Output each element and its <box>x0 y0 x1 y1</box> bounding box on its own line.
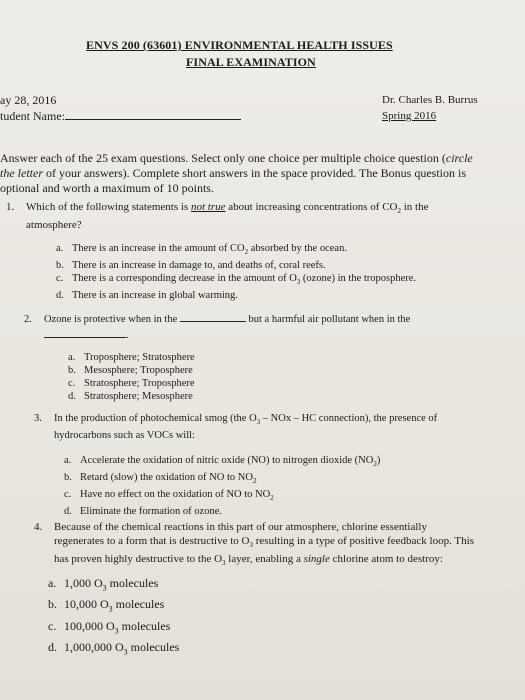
instructions: Answer each of the 25 exam questions. Select only one choice per multiple choice question (circle the letter of your answers). Complete short answers in the space provided. The Bonus question is optional and worth a maximum of 10 points. <box>0 151 473 195</box>
option-1b[interactable]: b. There is an increase in damage to, and deaths of, coral reefs. <box>56 260 326 272</box>
option-3d[interactable]: d. Eliminate the formation of ozone. <box>64 506 222 518</box>
instructor-name: Dr. Charles B. Burrus <box>382 94 478 106</box>
course-title: ENVS 200 (63601) ENVIRONMENTAL HEALTH ISSUES <box>86 38 393 52</box>
answer-blank-2b[interactable] <box>44 337 126 338</box>
option-4d[interactable]: d. 1,000,000 $O_3$ molecules <box>48 640 180 657</box>
option-4a[interactable]: a. 1,000 $O_3$ molecules <box>48 576 159 593</box>
student-name-blank[interactable] <box>65 119 241 120</box>
option-1d[interactable]: d. There is an increase in global warming. <box>56 290 238 302</box>
option-4c[interactable]: c. 100,000 $O_3$ molecules <box>48 618 171 636</box>
question-1-options <box>56 242 416 302</box>
student-name-label: tudent Name: <box>0 109 241 124</box>
option-2a[interactable]: a. Troposphere; Stratosphere <box>68 352 195 363</box>
option-1a[interactable]: a. There is an increase in the amount of $CO_2$ absorbed by the ocean. <box>56 243 347 257</box>
option-1c[interactable]: c. There is a corresponding decrease in the amount of $O_3$ (ozone) in the troposphere. <box>56 273 417 287</box>
question-3: 3. In the production of photochemical smog (the $O_3$ – NOx – HC connection), the presence of hydrocarbons such as VOCs will: <box>34 413 438 442</box>
option-3a[interactable]: a. Accelerate the oxidation of nitric oxide (NO) to nitrogen dioxide $(NO_2)$ <box>64 455 381 469</box>
question-4-options <box>48 575 179 661</box>
term: Spring 2016 <box>382 110 437 122</box>
question-4: 4. Because of the chemical reactions in this part of our atmosphere, chlorine essentially regenerates to a form that is destructive to $O_3$ resulting in a type of positive feedback loop. This has proven highly destructive to the $O_3$ layer, enabling a single chlorine atom to destroy: <box>34 521 474 568</box>
option-2d[interactable]: d. Stratosphere; Mesosphere <box>68 391 193 402</box>
option-2b[interactable]: b. Mesosphere; Troposphere <box>68 365 193 376</box>
question-2: 2. Ozone is protective when in the but a harmful air pollutant when in the . <box>24 314 411 341</box>
question-2-options <box>68 351 195 403</box>
option-4b[interactable]: b. 10,000 $O_3$ molecules <box>48 597 165 614</box>
question-3-options <box>64 454 380 518</box>
exam-date: ay 28, 2016 <box>0 93 57 107</box>
option-3b[interactable]: b. Retard (slow) the oxidation of NO to $NO_2$ <box>64 472 257 486</box>
question-1: 1. Which of the following statements is not true about increasing concentrations of $CO_2$ in the atmosphere? <box>6 201 429 232</box>
exam-title: FINAL EXAMINATION <box>186 55 316 69</box>
option-2c[interactable]: c. Stratosphere; Troposphere <box>68 378 195 389</box>
answer-blank-2a[interactable] <box>180 321 246 322</box>
option-3c[interactable]: c. Have no effect on the oxidation of NO to $NO_2$ <box>64 489 274 503</box>
